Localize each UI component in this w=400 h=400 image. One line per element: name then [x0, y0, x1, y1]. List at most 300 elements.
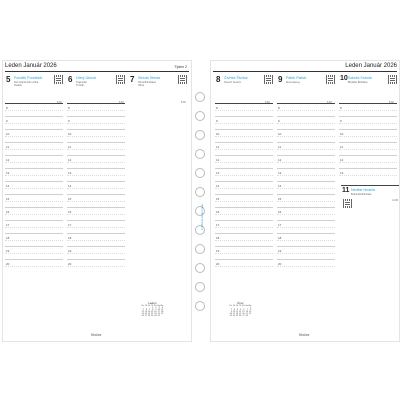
mini-calendar-date: 10	[157, 309, 160, 311]
half-hour-rule	[215, 136, 273, 137]
half-hour-rule	[5, 240, 63, 241]
hour-slot[interactable]	[67, 194, 125, 207]
half-hour-rule	[215, 253, 273, 254]
hour-label: 15	[278, 197, 282, 201]
hour-label: 18	[216, 236, 220, 240]
mini-calendar-date: 26	[141, 315, 144, 317]
half-hour-rule	[277, 162, 335, 163]
mini-calendar-date: 15	[249, 311, 252, 313]
mini-calendar-date: 3	[233, 309, 236, 311]
binder-hole	[195, 149, 205, 159]
hour-label: 8	[216, 106, 218, 110]
hour-slot[interactable]	[5, 155, 63, 168]
hour-label: 13	[278, 171, 282, 175]
mini-calendar-date: 16	[229, 313, 232, 315]
binder-hole	[195, 187, 205, 197]
mini-calendar-date: 11	[161, 309, 164, 311]
hour-slot[interactable]	[5, 129, 63, 142]
qr-code-icon	[116, 75, 125, 84]
hour-label: 20	[6, 262, 10, 266]
brand-logo: filofax	[299, 333, 310, 337]
hour-label: 16	[68, 210, 72, 214]
mini-calendar-date: 14	[147, 311, 151, 313]
day-note: Traja králi	[76, 81, 87, 84]
half-hour-rule	[277, 266, 335, 267]
time-label: 6:30	[327, 101, 332, 104]
hour-label: 13	[216, 171, 220, 175]
mini-calendar	[141, 301, 164, 317]
day-name: Pondělí Pondelok	[14, 76, 43, 80]
hour-slot[interactable]	[277, 233, 335, 246]
mini-calendar-date: 6	[243, 309, 245, 311]
hour-slot[interactable]	[277, 129, 335, 142]
half-hour-rule	[67, 162, 125, 163]
ring-binder-holes	[191, 60, 209, 340]
hour-slot[interactable]	[277, 103, 335, 116]
left-day-headers	[3, 75, 191, 101]
mini-calendar-date: 7	[246, 309, 248, 311]
weekday-label: Ne	[248, 305, 252, 307]
mini-calendar-date	[248, 315, 251, 317]
hour-slot[interactable]	[215, 129, 273, 142]
hour-slot[interactable]	[67, 142, 125, 155]
half-hour-rule	[339, 136, 397, 137]
mini-calendar-date: 19	[238, 313, 242, 315]
hour-slot[interactable]	[215, 233, 273, 246]
mini-calendar-title: Leden	[148, 301, 157, 305]
hour-label: 11	[278, 145, 282, 149]
mini-calendar-date: 4	[162, 307, 164, 309]
hour-label: 19	[6, 249, 10, 253]
day-name: Středa Streda	[138, 76, 161, 80]
hour-slot[interactable]	[5, 168, 63, 181]
hour-label: 17	[216, 223, 220, 227]
mini-calendar-date: 18	[235, 313, 239, 315]
hour-slot[interactable]	[67, 246, 125, 259]
weekday-label: So	[245, 305, 248, 307]
mini-calendar-date: 12	[141, 311, 144, 313]
half-hour-rule	[67, 136, 125, 137]
hour-slot[interactable]	[215, 207, 273, 220]
hour-label: 13	[68, 171, 72, 175]
mini-calendar-date: 11	[235, 311, 239, 313]
half-hour-rule	[67, 123, 125, 124]
day-notes	[224, 81, 256, 84]
hour-slot[interactable]	[5, 142, 63, 155]
day-name: Neděle Nedeľa	[351, 188, 376, 192]
weekday-label: Pá	[242, 305, 245, 307]
half-hour-rule	[67, 110, 125, 111]
hour-label: 15	[6, 197, 10, 201]
half-hour-rule	[67, 214, 125, 215]
hour-slot[interactable]	[67, 129, 125, 142]
mini-calendar-week	[141, 315, 164, 317]
saturday-column[interactable]	[339, 103, 397, 181]
hour-slot[interactable]	[215, 194, 273, 207]
hour-label: 18	[6, 236, 10, 240]
day-note: Sviatok	[14, 84, 22, 87]
mini-calendar-date: 5	[240, 309, 242, 311]
day-notes	[138, 81, 170, 87]
hour-slot[interactable]	[5, 233, 63, 246]
mini-calendar-date: 2	[155, 307, 157, 309]
binder-hole	[195, 263, 205, 273]
half-hour-rule	[5, 149, 63, 150]
mini-calendar-date: 5	[142, 309, 144, 311]
mini-calendar-grid	[229, 305, 252, 317]
half-hour-rule	[67, 201, 125, 202]
day-note: Bohumila Bohuslav	[351, 193, 372, 196]
hour-label: 18	[68, 236, 72, 240]
hour-label: 11	[68, 145, 72, 149]
half-hour-rule	[5, 266, 63, 267]
time-label: 6:30	[389, 101, 394, 104]
half-hour-rule	[5, 201, 63, 202]
time-label: 6:30	[119, 101, 124, 104]
binder-hole	[195, 168, 205, 178]
half-hour-rule	[215, 240, 273, 241]
hour-slot[interactable]	[277, 168, 335, 181]
hour-label: 15	[216, 197, 220, 201]
half-hour-rule	[277, 123, 335, 124]
day-header	[277, 75, 335, 101]
mini-calendar-date: 23	[229, 315, 232, 317]
hour-slot[interactable]	[277, 116, 335, 129]
half-hour-rule	[5, 136, 63, 137]
day-note: Deň pracovného voľna	[14, 81, 39, 84]
hour-slot[interactable]	[339, 129, 397, 142]
hour-label: 18	[278, 236, 282, 240]
day-notes	[76, 81, 108, 87]
right-page-header	[213, 63, 397, 69]
mini-calendar-date: 22	[249, 313, 252, 315]
hour-label: 9	[340, 119, 342, 123]
mini-calendar-date: 19	[141, 313, 144, 315]
hour-slot[interactable]	[215, 116, 273, 129]
day-notes	[348, 81, 380, 84]
hour-label: 20	[68, 262, 72, 266]
hour-slot[interactable]	[215, 103, 273, 116]
weekday-label: Pá	[154, 305, 157, 307]
mini-calendar-date: 28	[245, 315, 248, 317]
mini-calendar-date: 1	[152, 307, 154, 309]
binder-hole	[195, 301, 205, 311]
hour-label: 9	[278, 119, 280, 123]
half-hour-rule	[277, 149, 335, 150]
half-hour-rule	[339, 162, 397, 163]
time-label: 6:30	[265, 101, 270, 104]
half-hour-rule	[5, 253, 63, 254]
hour-label: 11	[340, 145, 344, 149]
day-number: 6	[68, 75, 73, 84]
hour-label: 13	[6, 171, 10, 175]
mini-calendar-head	[229, 305, 252, 307]
mini-calendar-date	[160, 315, 163, 317]
hour-label: 19	[278, 249, 282, 253]
half-hour-rule	[215, 227, 273, 228]
half-hour-rule	[67, 227, 125, 228]
hour-slot[interactable]	[277, 246, 335, 259]
hour-label: 13	[340, 171, 344, 175]
hour-label: 10	[340, 132, 344, 136]
half-hour-rule	[215, 175, 273, 176]
hour-slot[interactable]	[215, 168, 273, 181]
hour-slot[interactable]	[5, 220, 63, 233]
qr-code-icon	[178, 75, 187, 84]
mini-calendar-date: 21	[147, 313, 151, 315]
mini-calendar-date: 7	[148, 309, 151, 311]
mini-calendar-grid	[141, 305, 164, 317]
hour-label: 16	[6, 210, 10, 214]
hour-label: 9	[216, 119, 218, 123]
weekday-label: So	[157, 305, 160, 307]
qr-code-icon	[388, 75, 397, 84]
hour-label: 8	[68, 106, 70, 110]
mini-calendar-date: 18	[161, 311, 164, 313]
hour-slot[interactable]	[5, 116, 63, 129]
day-header	[5, 75, 63, 101]
binder-hole	[195, 92, 205, 102]
hour-slot[interactable]	[67, 168, 125, 181]
hour-label: 9	[6, 119, 8, 123]
day-header	[215, 75, 273, 101]
hour-slot[interactable]	[277, 194, 335, 207]
half-hour-rule	[5, 227, 63, 228]
mini-calendar-date: 13	[242, 311, 245, 313]
binder-hole	[195, 111, 205, 121]
hour-slot[interactable]	[339, 103, 397, 116]
day-column[interactable]	[277, 103, 335, 272]
half-hour-rule	[67, 188, 125, 189]
mini-calendar-date: 25	[161, 313, 164, 315]
day-header	[129, 75, 187, 101]
hour-slot[interactable]	[67, 103, 125, 116]
hour-label: 20	[278, 262, 282, 266]
mini-calendar-week	[229, 315, 252, 317]
half-hour-rule	[277, 240, 335, 241]
day-number: 9	[278, 75, 283, 84]
hour-slot[interactable]	[5, 181, 63, 194]
half-hour-rule	[277, 201, 335, 202]
half-hour-rule	[215, 266, 273, 267]
day-name: Úterý Utorok	[76, 76, 97, 80]
hour-slot[interactable]	[277, 207, 335, 220]
half-hour-rule	[67, 175, 125, 176]
day-note: Alexej Alexej	[286, 81, 300, 84]
hour-slot[interactable]	[5, 194, 63, 207]
half-hour-rule	[215, 201, 273, 202]
half-hour-rule	[215, 162, 273, 163]
half-hour-rule	[215, 214, 273, 215]
hour-label: 10	[6, 132, 10, 136]
mini-calendar-date: 28	[147, 315, 151, 317]
half-hour-rule	[277, 175, 335, 176]
half-hour-rule	[215, 110, 273, 111]
hour-label: 12	[278, 158, 282, 162]
mini-calendar-date: 27	[242, 315, 245, 317]
mini-calendar-date: 31	[157, 315, 160, 317]
mini-calendar-date: 13	[144, 311, 148, 313]
half-hour-rule	[339, 149, 397, 150]
hour-label: 19	[216, 249, 220, 253]
half-hour-rule	[67, 266, 125, 267]
mini-calendar-title: Únor	[237, 301, 244, 305]
hour-label: 12	[68, 158, 72, 162]
hour-slot[interactable]	[339, 116, 397, 129]
hour-slot[interactable]	[339, 168, 397, 181]
hour-slot[interactable]	[339, 155, 397, 168]
header-rule	[5, 71, 189, 72]
half-hour-rule	[67, 240, 125, 241]
half-hour-rule	[277, 188, 335, 189]
weekday-label: St	[236, 305, 239, 307]
mini-calendar-date: 12	[238, 311, 242, 313]
weekday-label: Po	[141, 305, 144, 307]
mini-calendar-date: 17	[157, 311, 160, 313]
left-page-title: Leden Január 2026	[5, 63, 57, 69]
hour-label: 10	[216, 132, 220, 136]
hour-label: 20	[216, 262, 220, 266]
mini-calendar-date: 20	[242, 313, 245, 315]
half-hour-rule	[5, 162, 63, 163]
sunday-rule	[341, 185, 399, 186]
hour-label: 12	[6, 158, 10, 162]
half-hour-rule	[339, 110, 397, 111]
half-hour-rule	[215, 123, 273, 124]
mini-calendar-date: 24	[232, 315, 236, 317]
half-hour-rule	[339, 123, 397, 124]
hour-label: 14	[6, 184, 10, 188]
weekday-label: St	[148, 305, 151, 307]
right-diary-page	[210, 60, 400, 342]
qr-code-icon	[54, 75, 63, 84]
day-name: Pátek Piatok	[286, 76, 307, 80]
half-hour-rule	[277, 227, 335, 228]
hour-slot[interactable]	[277, 181, 335, 194]
hour-slot[interactable]	[5, 246, 63, 259]
binder-hole	[195, 130, 205, 140]
mini-calendar-date: 25	[235, 315, 239, 317]
hour-slot[interactable]	[215, 259, 273, 272]
week-label: Týden 2	[174, 65, 187, 69]
half-hour-rule	[215, 188, 273, 189]
mini-calendar-date: 30	[154, 315, 157, 317]
hour-slot[interactable]	[215, 155, 273, 168]
hour-slot[interactable]	[67, 155, 125, 168]
hour-label: 12	[216, 158, 220, 162]
half-hour-rule	[215, 149, 273, 150]
right-page-title: Leden Január 2026	[345, 63, 397, 69]
day-column[interactable]	[5, 103, 63, 272]
hour-label: 19	[68, 249, 72, 253]
mini-calendar-date: 15	[150, 311, 154, 313]
hour-slot[interactable]	[215, 181, 273, 194]
day-note: Vilma	[138, 84, 144, 87]
hour-label: 17	[278, 223, 282, 227]
day-notes	[14, 81, 46, 87]
day-header	[67, 75, 125, 101]
mini-calendar-date: 2	[230, 309, 232, 311]
hour-label: 16	[278, 210, 282, 214]
hour-slot[interactable]	[215, 246, 273, 259]
day-note: Břetislav Bohdana	[348, 81, 368, 84]
hour-slot[interactable]	[67, 233, 125, 246]
day-column[interactable]	[215, 103, 273, 272]
hour-slot[interactable]	[277, 155, 335, 168]
hour-slot[interactable]	[67, 181, 125, 194]
mini-calendar-date: 21	[245, 313, 248, 315]
hour-slot[interactable]	[67, 207, 125, 220]
hour-slot[interactable]	[277, 220, 335, 233]
hour-label: 14	[278, 184, 282, 188]
qr-code-icon	[326, 75, 335, 84]
weekday-label: Po	[229, 305, 232, 307]
day-note: Severín Severín	[224, 81, 242, 84]
day-column[interactable]	[67, 103, 125, 272]
day-name: Sobota Sobota	[348, 76, 372, 80]
binder-hole	[195, 244, 205, 254]
mini-calendar-date: 24	[157, 313, 160, 315]
half-hour-rule	[5, 214, 63, 215]
hour-slot[interactable]	[277, 259, 335, 272]
sunday-box[interactable]	[341, 185, 399, 265]
half-hour-rule	[5, 123, 63, 124]
time-label: 6:00	[57, 101, 62, 104]
hour-slot[interactable]	[277, 142, 335, 155]
mini-calendar-date: 6	[145, 309, 148, 311]
hour-slot[interactable]	[5, 259, 63, 272]
hour-label: 17	[68, 223, 72, 227]
half-hour-rule	[67, 253, 125, 254]
day-number: 11	[342, 187, 350, 194]
qr-code-icon	[264, 75, 273, 84]
hour-slot[interactable]	[67, 116, 125, 129]
hour-slot[interactable]	[67, 220, 125, 233]
hour-label: 14	[216, 184, 220, 188]
hour-label: 10	[68, 132, 72, 136]
mini-calendar-date: 17	[232, 313, 236, 315]
day-note: Vilma Bohuslava	[138, 81, 156, 84]
vertical-imprint: iv filofax je vcxxb vt atoe	[201, 204, 204, 230]
mini-calendar-date: 8	[250, 309, 252, 311]
mini-calendar	[229, 301, 252, 317]
weekday-label: Čt	[239, 305, 242, 307]
hour-slot[interactable]	[215, 220, 273, 233]
hour-slot[interactable]	[5, 103, 63, 116]
half-hour-rule	[277, 214, 335, 215]
header-rule	[213, 71, 397, 72]
mini-calendar-date: 9	[230, 311, 232, 313]
mini-calendar-date: 9	[155, 309, 157, 311]
mini-calendar-date: 16	[154, 311, 157, 313]
hour-label: 11	[6, 145, 10, 149]
hour-slot[interactable]	[339, 142, 397, 155]
hour-slot[interactable]	[215, 142, 273, 155]
mini-calendar-date: 23	[154, 313, 157, 315]
left-page-header	[5, 63, 189, 69]
hour-label: 14	[68, 184, 72, 188]
half-hour-rule	[277, 110, 335, 111]
hour-slot[interactable]	[67, 259, 125, 272]
hour-slot[interactable]	[5, 207, 63, 220]
day-number: 7	[130, 75, 135, 84]
mini-calendar-date: 3	[158, 307, 160, 309]
day-notes	[286, 81, 318, 84]
half-hour-rule	[339, 175, 397, 176]
mini-calendar-date: 26	[238, 315, 242, 317]
qr-code-icon	[343, 199, 352, 208]
hour-label: 15	[68, 197, 72, 201]
